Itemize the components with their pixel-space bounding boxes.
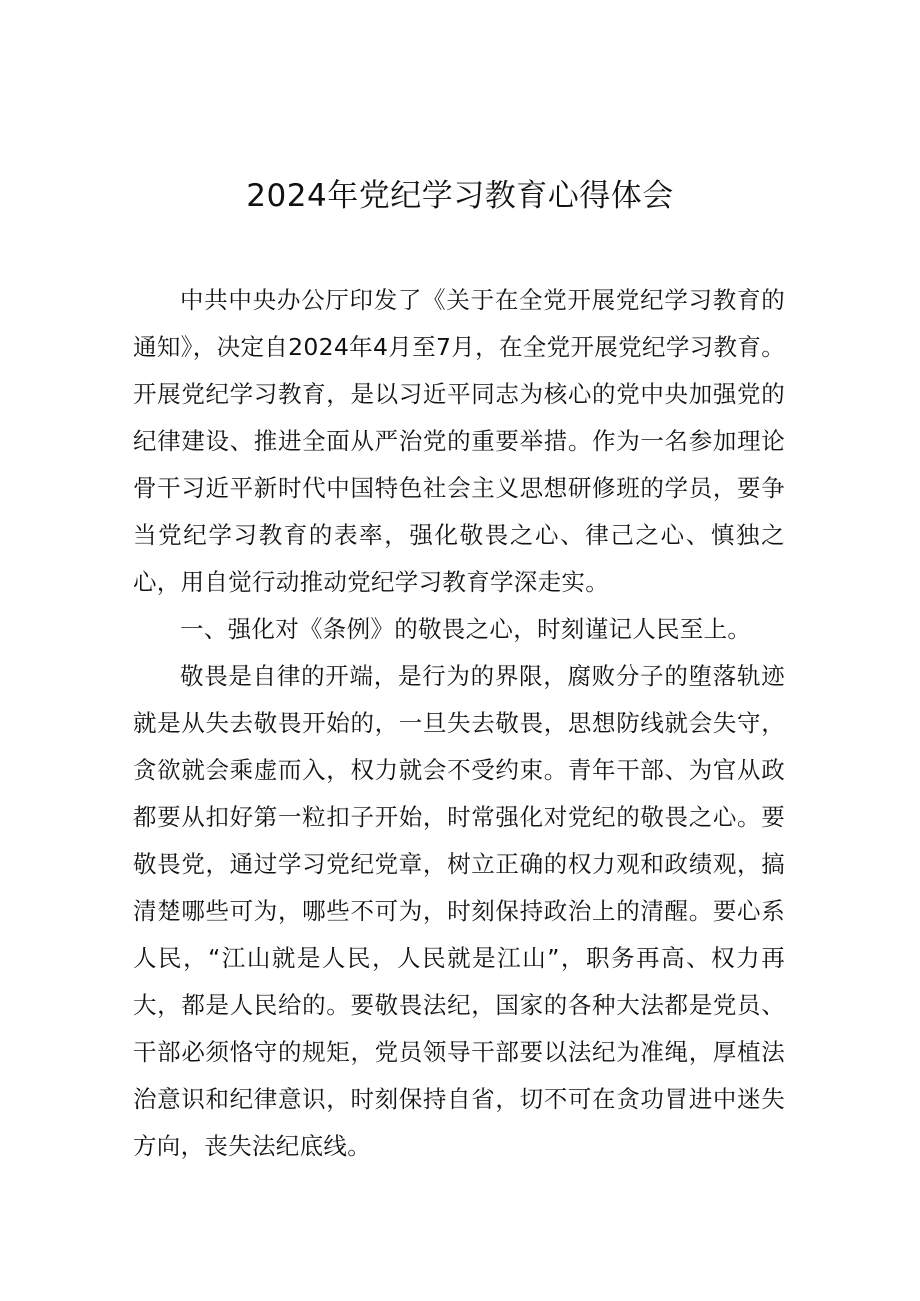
paragraph-section-1: 敬畏是自律的开端，是行为的界限，腐败分子的堕落轨迹就是从失去敬畏开始的，一旦失去敬畏，思想防线就会失守，贪欲就会乘虚而入，权力就会不受约束。青年干部、为官从政都要从扣好第一粒扣子开始，时常强化对党纪的敬畏之心。要敬畏党，通过学习党纪党章，树立正确的权力观和政绩观，搞清楚哪些可为，哪些不可为，时刻保持政治上的清醒。要心系人民，“江山就是人民，人民就是江山”，职务再高、权力再大，都是人民给的。要敬畏法纪，国家的各种大法都是党员、干部必须恪守的规矩，党员领导干部要以法纪为准绳，厚植法治意识和纪律意识，时刻保持自省，切不可在贪功冒进中迷失方向，丧失法纪底线。 xyxy=(133,662,785,1160)
document-body xyxy=(133,277,785,1170)
document-title: 2024年党纪学习教育心得体会 xyxy=(246,178,674,214)
paragraph-intro: 中共中央办公厅印发了《关于在全党开展党纪学习教育的通知》，决定自2024年4月至7月，在全党开展党纪学习教育。开展党纪学习教育，是以习近平同志为核心的党中央加强党的纪律建设、推进全面从严治党的重要举措。作为一名参加理论骨干习近平新时代中国特色社会主义思想研修班的学员，要争当党纪学习教育的表率，强化敬畏之心、律己之心、慎独之心，用自觉行动推动党纪学习教育学深走实。 xyxy=(133,286,785,596)
section-heading-1: 一、强化对《条例》的敬畏之心，时刻谨记人民至上。 xyxy=(180,615,752,643)
